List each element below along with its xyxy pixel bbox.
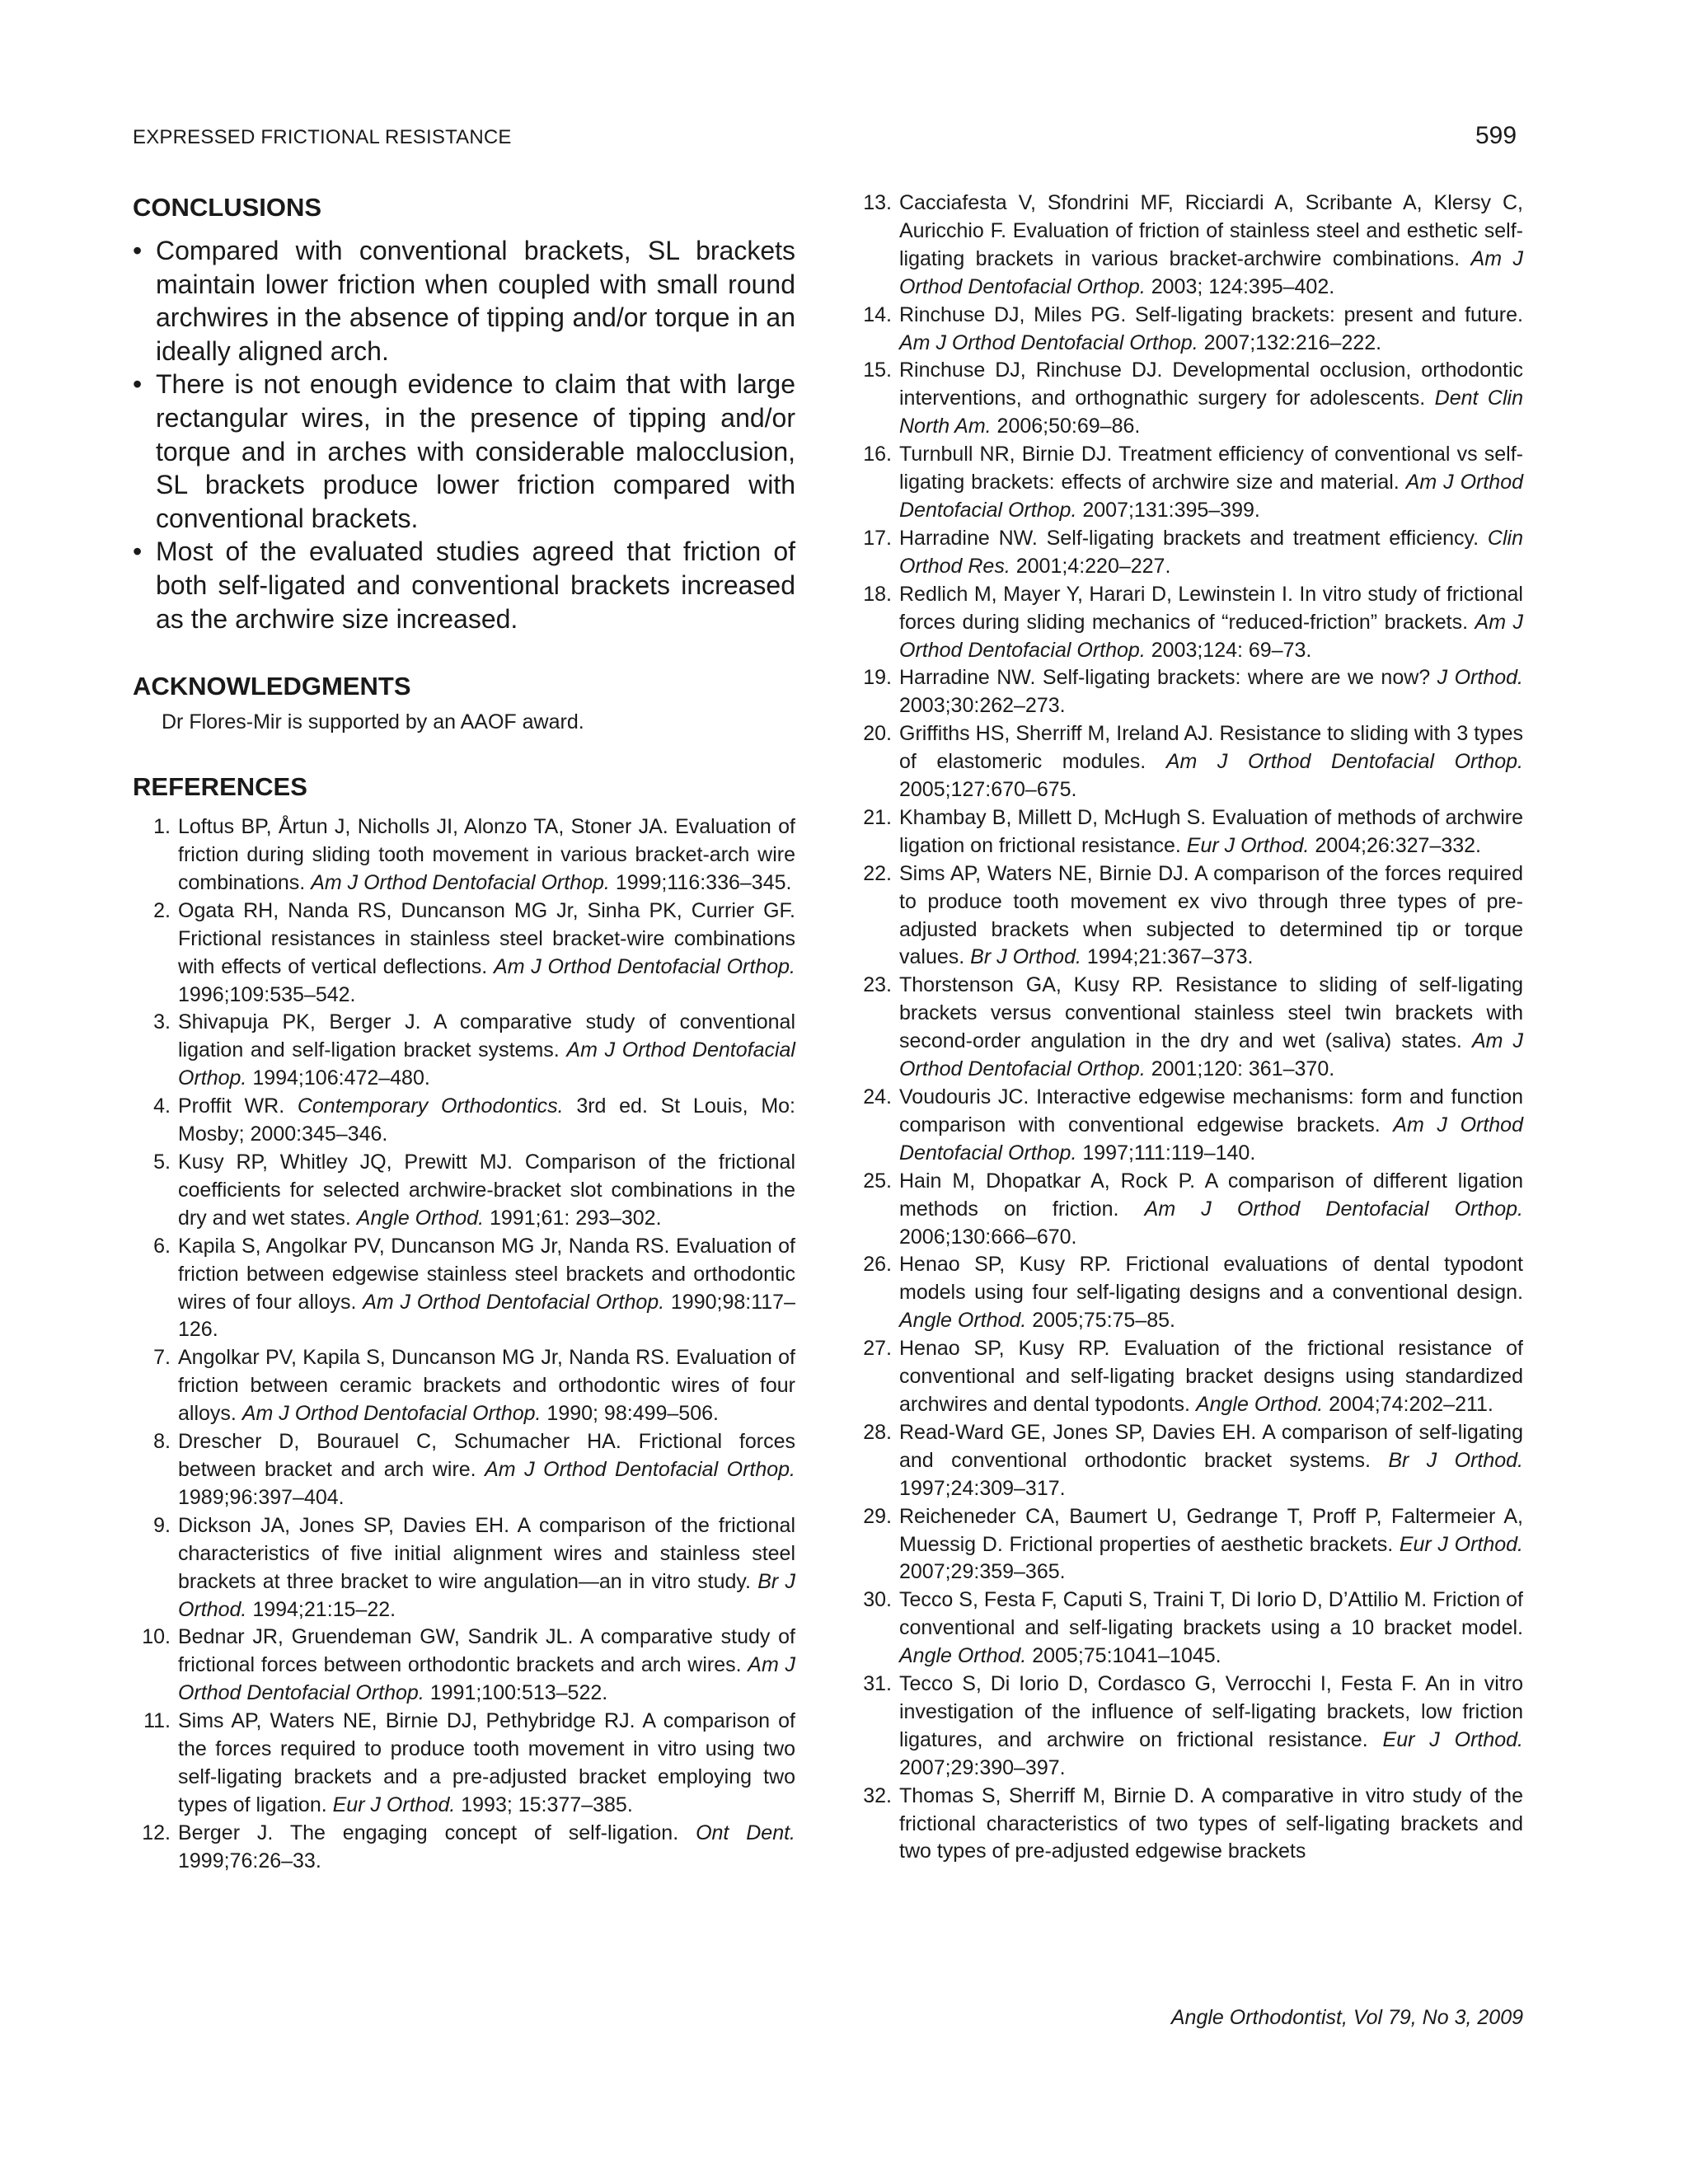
reference-number: 10. (142, 1625, 171, 1649)
reference-details: 3rd ed. St Louis, Mo: Mosby; 2000:345–346. (178, 1094, 795, 1146)
running-head: EXPRESSED FRICTIONAL RESISTANCE (133, 126, 512, 148)
reference-text: Angolkar PV, Kapila S, Duncanson MG Jr, Nanda RS. Evaluation of friction between ceramic brackets and orthodontic wires of four alloys. (178, 1346, 795, 1426)
reference-item (133, 1512, 795, 1624)
reference-number: 3. (153, 1010, 171, 1034)
reference-text: Rinchuse DJ, Miles PG. Self-ligating brackets: present and future. (899, 302, 1523, 326)
reference-journal: Am J Orthod Dentofacial Orthop. (899, 1113, 1523, 1165)
reference-details: 1989;96:397–404. (178, 1485, 345, 1509)
reference-number: 23. (863, 973, 892, 997)
reference-text: Shivapuja PK, Berger J. A comparative study of conventional ligation and self-ligation bracket systems. (178, 1010, 795, 1062)
reference-journal: Angle Orthod. (899, 1309, 1027, 1333)
reference-details: 1993; 15:377–385. (455, 1793, 633, 1816)
reference-journal: Am J Orthod Dentofacial Orthop. (899, 330, 1198, 354)
reference-details: 2005;75:75–85. (1026, 1309, 1175, 1333)
reference-item (854, 972, 1523, 1084)
reference-text: Sims AP, Waters NE, Birnie DJ. A comparison of the forces required to produce tooth movement ex vivo through three types of pre-adjusted brackets when subjected to determined tip or torque values. (899, 861, 1523, 969)
reference-journal: Dent Clin North Am. (899, 387, 1523, 438)
reference-item (854, 1503, 1523, 1587)
reference-details: 2001;4:220–227. (1010, 554, 1171, 578)
reference-number: 27. (863, 1337, 892, 1361)
reference-item (854, 1586, 1523, 1671)
reference-number: 18. (863, 582, 892, 606)
references-list-right (854, 190, 1523, 1866)
reference-journal: Contemporary Orthodontics. (297, 1094, 564, 1118)
reference-number: 11. (143, 1709, 171, 1733)
reference-text: Sims AP, Waters NE, Birnie DJ, Pethybridge RJ. A comparison of the forces required to produce tooth movement in vitro using two self-ligating brackets and a pre-adjusted bracket employing two types of ligation. (178, 1709, 795, 1816)
reference-number: 28. (863, 1420, 892, 1444)
reference-journal: Angle Orthod. (356, 1206, 485, 1230)
reference-details: 1999;76:26–33. (178, 1849, 321, 1872)
reference-text: Harradine NW. Self-ligating brackets and treatment efficiency. (899, 526, 1488, 550)
reference-details: 2003;124: 69–73. (1145, 638, 1312, 662)
reference-number: 22. (863, 861, 892, 885)
reference-journal: Eur J Orthod. (1186, 833, 1310, 857)
reference-item (133, 1093, 795, 1149)
reference-journal: Am J Orthod Dentofacial Orthop. (1144, 1197, 1523, 1221)
reference-number: 8. (153, 1430, 171, 1454)
reference-number: 25. (863, 1169, 892, 1193)
reference-details: 1994;106:472–480. (246, 1066, 430, 1090)
reference-journal: Br J Orthod. (970, 945, 1081, 969)
reference-number: 20. (863, 722, 892, 746)
reference-item (854, 664, 1523, 720)
references-heading: REFERENCES (133, 772, 307, 802)
reference-text: Henao SP, Kusy RP. Evaluation of the frictional resistance of conventional and self-ligating bracket designs using standardized archwires and dental typodonts. (899, 1337, 1523, 1416)
reference-text: Read-Ward GE, Jones SP, Davies EH. A comparison of self-ligating and conventional orthodontic bracket systems. (899, 1420, 1523, 1472)
reference-number: 21. (863, 805, 892, 829)
reference-journal: Clin Orthod Res. (899, 526, 1523, 578)
reference-details: 2007;131:395–399. (1076, 498, 1260, 522)
reference-text: Thorstenson GA, Kusy RP. Resistance to sliding of self-ligating brackets versus conventional stainless steel twin brackets with second-order angulation in the dry and wet (saliva) states. (899, 973, 1523, 1053)
reference-item (854, 525, 1523, 581)
reference-text: Henao SP, Kusy RP. Frictional evaluations of dental typodont models using four self-ligating designs and a conventional design. (899, 1253, 1523, 1305)
reference-item (854, 1783, 1523, 1867)
reference-details: 1990;98:117–126. (178, 1290, 795, 1342)
reference-number: 9. (153, 1513, 171, 1537)
reference-item (133, 1708, 795, 1820)
reference-journal: Br J Orthod. (178, 1569, 795, 1621)
reference-text: Drescher D, Bourauel C, Schumacher HA. Frictional forces between bracket and arch wire. (178, 1430, 795, 1481)
reference-details: 2001;120: 361–370. (1145, 1057, 1335, 1081)
reference-number: 5. (153, 1151, 171, 1174)
reference-item (854, 190, 1523, 302)
reference-number: 1. (153, 815, 171, 839)
reference-journal: Ont Dent. (696, 1821, 796, 1844)
reference-text: Kapila S, Angolkar PV, Duncanson MG Jr, Nanda RS. Evaluation of friction between edgewise stainless steel brackets and orthodontic wires of four alloys. (178, 1234, 795, 1314)
reference-text: Dickson JA, Jones SP, Davies EH. A comparison of the frictional characteristics of five initial alignment wires and stainless steel brackets at three bracket to wire angulation—an in vitro study. (178, 1513, 795, 1593)
reference-number: 15. (863, 359, 892, 382)
reference-details: 1994;21:15–22. (246, 1597, 396, 1621)
reference-details: 2007;29:359–365. (899, 1560, 1066, 1584)
reference-details: 1991;100:513–522. (424, 1681, 608, 1705)
reference-details: 2005;127:670–675. (899, 778, 1077, 802)
reference-details: 1997;111:119–140. (1076, 1141, 1256, 1165)
reference-item (133, 1149, 795, 1233)
references-list-left (133, 813, 795, 1875)
reference-item (133, 1344, 795, 1428)
reference-journal: Am J Orthod Dentofacial Orthop. (178, 1038, 795, 1090)
reference-journal: Eur J Orthod. (1382, 1727, 1523, 1751)
reference-text: Ogata RH, Nanda RS, Duncanson MG Jr, Sinha PK, Currier GF. Frictional resistances in stainless steel bracket-wire combinations with effects of vertical deflections. (178, 898, 795, 978)
reference-journal: Eur J Orthod. (1399, 1532, 1523, 1556)
reference-item (854, 1671, 1523, 1783)
reference-journal: Am J Orthod Dentofacial Orthop. (899, 1029, 1523, 1081)
reference-text: Kusy RP, Whitley JQ, Prewitt MJ. Comparison of the frictional coefficients for selected archwire-bracket slot combinations in the dry and wet states. (178, 1151, 795, 1230)
reference-details: 1997;24:309–317. (899, 1476, 1066, 1500)
reference-text: Bednar JR, Gruendeman GW, Sandrik JL. A comparative study of frictional forces between orthodontic brackets and arch wires. (178, 1625, 795, 1677)
conclusions-list (133, 234, 795, 635)
reference-details: 1991;61: 293–302. (484, 1206, 662, 1230)
bullet-icon: • (133, 537, 143, 567)
reference-text: Hain M, Dhopatkar A, Rock P. A comparison of different ligation methods on friction. (899, 1169, 1523, 1221)
bullet-icon: • (133, 236, 143, 265)
acknowledgments-text: Dr Flores-Mir is supported by an AAOF award. (162, 710, 584, 734)
reference-text: Proffit WR. (178, 1094, 298, 1118)
reference-details: 2003;30:262–273. (899, 694, 1066, 718)
reference-text: Griffiths HS, Sherriff M, Ireland AJ. Resistance to sliding with 3 types of elastomeric modules. (899, 722, 1523, 774)
reference-details: 1999;116:336–345. (609, 870, 792, 894)
reference-item (133, 1009, 795, 1093)
reference-item (854, 581, 1523, 665)
reference-number: 14. (863, 302, 892, 326)
reference-journal: Am J Orthod Dentofacial Orthop. (1165, 750, 1523, 774)
reference-text: Cacciafesta V, Sfondrini MF, Ricciardi A, Scribante A, Klersy C, Auricchio F. Evaluation of friction of stainless steel and esthetic self-ligating brackets in various bracket-archwire combinations. (899, 191, 1523, 270)
reference-journal: Am J Orthod Dentofacial Orthop. (485, 1457, 795, 1481)
reference-number: 13. (863, 191, 892, 214)
footer-citation: Angle Orthodontist, Vol 79, No 3, 2009 (1170, 2006, 1523, 2029)
reference-text: Tecco S, Di Iorio D, Cordasco G, Verrocchi I, Festa F. An in vitro investigation of the influence of self-ligating brackets, low friction ligatures, and archwire on frictional resistance. (899, 1672, 1523, 1751)
reference-journal: Am J Orthod Dentofacial Orthop. (241, 1402, 542, 1426)
reference-details: 1996;109:535–542. (178, 982, 356, 1006)
reference-number: 19. (863, 666, 892, 690)
reference-number: 4. (153, 1094, 171, 1118)
page-number: 599 (1475, 122, 1517, 149)
left-column (133, 191, 795, 1876)
conclusion-text: Most of the evaluated studies agreed that friction of both self-ligated and conventional brackets increased as the archwire size increased. (156, 537, 795, 634)
bullet-icon: • (133, 369, 143, 400)
conclusions-heading: CONCLUSIONS (133, 193, 322, 222)
reference-journal: Am J Orthod Dentofacial Orthop. (311, 870, 610, 894)
conclusion-item (133, 234, 795, 368)
reference-item (133, 1624, 795, 1708)
reference-journal: Am J Orthod Dentofacial Orthop. (899, 246, 1523, 298)
reference-text: Thomas S, Sherriff M, Birnie D. A comparative in vitro study of the frictional characteristics of two types of self-ligating brackets and two types of pre-adjusted edgewise brackets (899, 1783, 1523, 1863)
reference-number: 12. (142, 1821, 171, 1844)
reference-item (854, 357, 1523, 441)
reference-journal: J Orthod. (1437, 666, 1523, 690)
reference-text: Loftus BP, Årtun J, Nicholls JI, Alonzo TA, Stoner JA. Evaluation of friction during sliding tooth movement in various bracket-arch wire combinations. (178, 815, 795, 894)
reference-item (854, 1335, 1523, 1419)
reference-details: 2004;26:327–332. (1309, 833, 1482, 857)
conclusion-text: There is not enough evidence to claim that with large rectangular wires, in the presence of tipping and/or torque and in arches with considerable malocclusion, SL brackets produce lower friction compared with conventional brackets. (156, 369, 795, 533)
reference-journal: Br J Orthod. (1388, 1448, 1523, 1472)
reference-text: Turnbull NR, Birnie DJ. Treatment efficiency of conventional vs self-ligating brackets: effects of archwire size and material. (899, 443, 1523, 494)
acknowledgments-heading: ACKNOWLEDGMENTS (133, 672, 411, 701)
reference-text: Redlich M, Mayer Y, Harari D, Lewinstein I. In vitro study of frictional forces during sliding mechanics of “reduced-friction” brackets. (899, 582, 1523, 634)
conclusion-text: Compared with conventional brackets, SL brackets maintain lower friction when coupled with small round archwires in the absence of tipping and/or torque in an ideally aligned arch. (156, 236, 795, 366)
reference-item (133, 1820, 795, 1876)
reference-number: 31. (863, 1672, 892, 1696)
reference-number: 29. (863, 1504, 892, 1528)
reference-item (854, 1168, 1523, 1252)
reference-item (854, 804, 1523, 860)
reference-item (854, 860, 1523, 972)
reference-number: 24. (863, 1085, 892, 1108)
reference-item (133, 813, 795, 898)
reference-item (854, 1084, 1523, 1168)
reference-item (854, 1251, 1523, 1335)
reference-number: 16. (863, 443, 892, 466)
reference-journal: Eur J Orthod. (332, 1793, 456, 1816)
reference-item (854, 1419, 1523, 1503)
reference-journal: Am J Orthod Dentofacial Orthop. (363, 1290, 665, 1314)
reference-number: 6. (153, 1234, 171, 1258)
reference-item (854, 302, 1523, 358)
reference-details: 2006;50:69–86. (991, 415, 1141, 438)
reference-text: Rinchuse DJ, Rinchuse DJ. Developmental occlusion, orthodontic interventions, and orthognathic surgery for adolescents. (899, 359, 1523, 410)
reference-item (133, 1428, 795, 1512)
reference-journal: Am J Orthod Dentofacial Orthop. (178, 1653, 796, 1705)
reference-details: 1994;21:367–373. (1081, 945, 1254, 969)
reference-details: 2004;74:202–211. (1323, 1392, 1493, 1416)
reference-text: Harradine NW. Self-ligating brackets: where are we now? (899, 666, 1437, 690)
conclusion-item (133, 535, 795, 635)
reference-text: Voudouris JC. Interactive edgewise mechanisms: form and function comparison with conventional edgewise brackets. (899, 1085, 1523, 1137)
right-column (854, 190, 1523, 1866)
reference-text: Reicheneder CA, Baumert U, Gedrange T, Proff P, Faltermeier A, Muessig D. Frictional properties of aesthetic brackets. (899, 1504, 1523, 1556)
reference-journal: Angle Orthod. (1195, 1392, 1324, 1416)
reference-item (133, 1233, 795, 1345)
conclusion-item (133, 368, 795, 535)
reference-text: Khambay B, Millett D, McHugh S. Evaluation of methods of archwire ligation on frictional resistance. (899, 805, 1523, 857)
reference-journal: Am J Orthod Dentofacial Orthop. (494, 954, 795, 978)
reference-text: Tecco S, Festa F, Caputi S, Traini T, Di Iorio D, D’Attilio M. Friction of conventional and self-ligating brackets using a 10 bracket model. (899, 1588, 1523, 1640)
reference-item (133, 898, 795, 1010)
reference-details: 1990; 98:499–506. (541, 1402, 719, 1426)
reference-journal: Am J Orthod Dentofacial Orthop. (899, 610, 1523, 662)
reference-text: Berger J. The engaging concept of self-ligation. (178, 1821, 696, 1844)
reference-journal: Angle Orthod. (899, 1644, 1027, 1668)
reference-details: 2006;130:666–670. (899, 1225, 1077, 1249)
reference-details: 2007;29:390–397. (899, 1755, 1066, 1779)
reference-item (854, 720, 1523, 804)
reference-item (854, 441, 1523, 525)
reference-number: 2. (153, 898, 171, 922)
reference-number: 30. (863, 1588, 892, 1612)
reference-details: 2005;75:1041–1045. (1026, 1644, 1221, 1668)
reference-details: 2007;132:216–222. (1198, 330, 1382, 354)
reference-journal: Am J Orthod Dentofacial Orthop. (899, 471, 1524, 522)
reference-number: 26. (863, 1253, 892, 1277)
reference-details: 2003; 124:395–402. (1145, 274, 1335, 298)
reference-number: 7. (153, 1346, 171, 1370)
reference-number: 32. (863, 1783, 892, 1807)
reference-number: 17. (863, 526, 892, 550)
